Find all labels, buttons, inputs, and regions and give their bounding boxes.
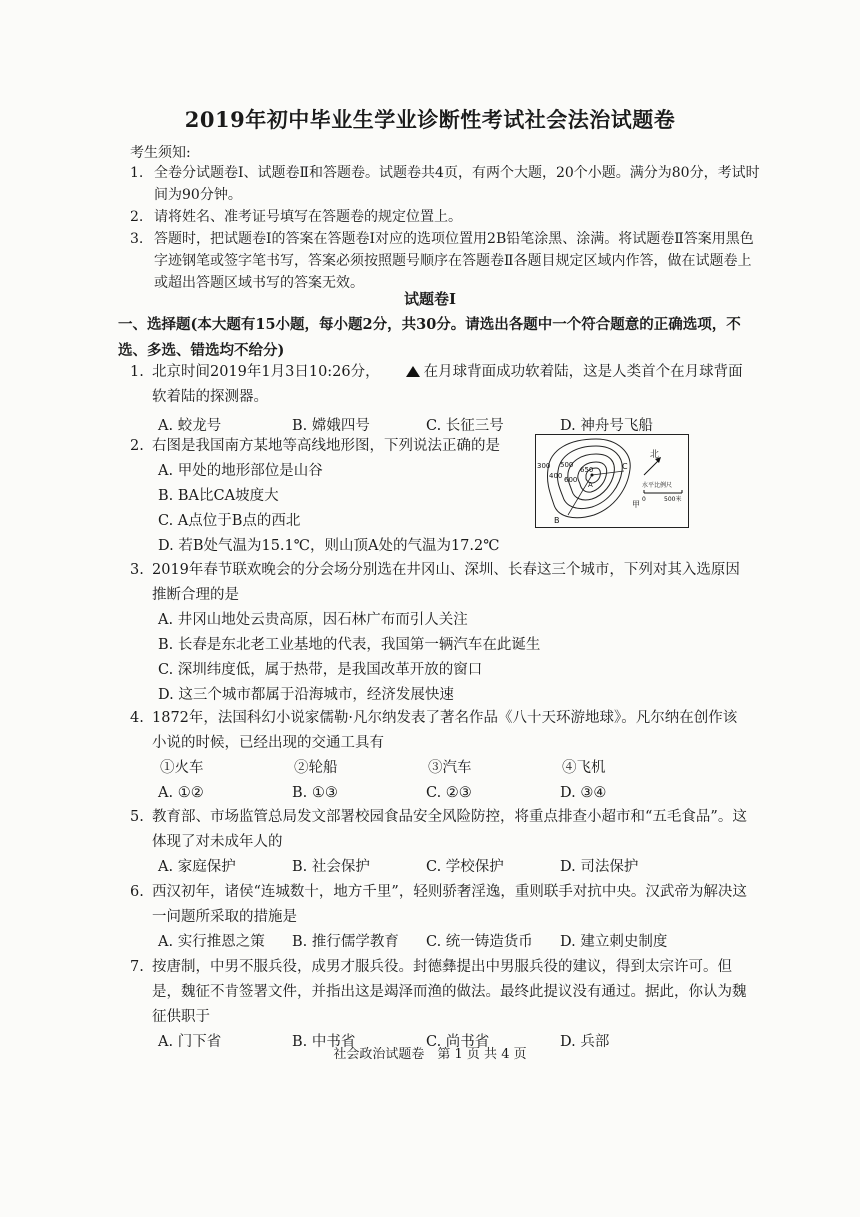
question-4 — [130, 706, 750, 806]
option-c[interactable]: C. 深圳纬度低，属于热带，是我国改革开放的窗口 — [158, 662, 483, 678]
question-stem: 右图是我国南方某地等高线地形图，下列说法正确的是 — [152, 438, 500, 454]
question-3 — [130, 558, 750, 708]
option-b[interactable]: B. 社会保护 — [292, 859, 370, 875]
scale-tick: 0 — [642, 496, 646, 503]
option-c[interactable]: C. A点位于B点的西北 — [158, 513, 301, 529]
option-a[interactable]: A. ①② — [158, 785, 204, 801]
question-1 — [130, 360, 750, 439]
notice-item-number: 3. — [130, 231, 144, 247]
question-stem: 按唐制，中男不服兵役，成男才服兵役。封德彝提出中男服兵役的建议，得到太宗许可。但是，魏征不肯签署文件，并指出这是竭泽而渔的做法。最终此提议没有通过。据此，你认为魏征供职于 — [152, 959, 747, 1025]
question-number: 4. — [130, 710, 144, 726]
question-number: 3. — [130, 562, 144, 578]
option-c[interactable]: C. ②③ — [426, 785, 472, 801]
choice-item: ④飞机 — [562, 760, 606, 776]
contour-label: 500 — [560, 461, 574, 469]
option-a[interactable]: A. 蛟龙号 — [158, 418, 222, 434]
option-a[interactable]: A. 实行推恩之策 — [158, 934, 265, 950]
option-b[interactable]: B. BA比CA坡度大 — [158, 488, 279, 504]
option-d[interactable]: D. 兵部 — [560, 1034, 610, 1050]
notice-item-text: 答题时，把试题卷Ⅰ的答案在答题卷Ⅰ对应的选项位置用2B铅笔涂黑、涂满。将试题卷Ⅱ答案用黑色字迹钢笔或签字笔书写，答案必须按照题号顺序在答题卷Ⅱ各题目规定区域内作答，做在试题卷上或超出答题区域书写的答案无效。 — [154, 231, 754, 291]
contour-label: 400 — [549, 472, 563, 480]
notice-heading: 考生须知: — [130, 145, 191, 161]
contour-label: 600 — [564, 476, 578, 484]
question-7 — [130, 955, 750, 1055]
point-label: A — [588, 481, 593, 489]
choice-item: ③汽车 — [428, 760, 472, 776]
question-number: 1. — [130, 364, 144, 380]
question-stem: 2019年春节联欢晚会的分会场分别选在井冈山、深圳、长春这三个城市，下列对其入选原因推断合理的是 — [152, 562, 740, 603]
option-d[interactable]: D. 若B处气温为15.1℃，则山顶A处的气温为17.2℃ — [158, 538, 500, 554]
question-number: 2. — [130, 438, 144, 454]
option-c[interactable]: C. 长征三号 — [426, 418, 504, 434]
option-a[interactable]: A. 家庭保护 — [158, 859, 236, 875]
option-b[interactable]: B. ①③ — [292, 785, 338, 801]
option-d[interactable]: D. 神舟号飞船 — [560, 418, 653, 434]
option-d[interactable]: D. 建立刺史制度 — [560, 934, 668, 950]
question-stem-part: 在月球背面成功软着陆，这是人类首个在月球背面软着陆的探测器。 — [152, 364, 743, 405]
question-stem: 西汉初年，诸侯“连城数十，地方千里”，轻则骄奢淫逸，重则联手对抗中央。汉武帝为解决这一问题所采取的措施是 — [152, 884, 747, 925]
notice-list — [130, 162, 760, 294]
question-stem-part: 北京时间2019年1月3日10:26分， — [152, 364, 380, 380]
notice-item — [130, 206, 760, 228]
notice-item-text: 请将姓名、准考证号填写在答题卷的规定位置上。 — [154, 209, 462, 225]
triangle-blank-icon — [406, 366, 420, 377]
question-stem: 1872年，法国科幻小说家儒勒·凡尔纳发表了著名作品《八十天环游地球》。凡尔纳在创作该小说的时候，已经出现的交通工具有 — [152, 710, 738, 751]
question-number: 5. — [130, 809, 144, 825]
question-number: 7. — [130, 959, 144, 975]
option-c[interactable]: C. 学校保护 — [426, 859, 504, 875]
contour-map-figure — [535, 434, 689, 528]
option-d[interactable]: D. 司法保护 — [560, 859, 639, 875]
question-5 — [130, 805, 750, 880]
option-a[interactable]: A. 甲处的地形部位是山谷 — [158, 463, 323, 479]
contour-label: 650 — [580, 466, 594, 474]
option-d[interactable]: D. ③④ — [560, 785, 607, 801]
contour-label: 300 — [537, 462, 551, 470]
option-c[interactable]: C. 统一铸造货币 — [426, 934, 533, 950]
option-b[interactable]: B. 中书省 — [292, 1034, 356, 1050]
option-b[interactable]: B. 推行儒学教育 — [292, 934, 399, 950]
point-label: B — [554, 516, 560, 525]
notice-item-number: 1. — [130, 165, 144, 181]
option-d[interactable]: D. 这三个城市都属于沿海城市，经济发展快速 — [158, 687, 454, 703]
contour-map — [536, 435, 688, 527]
page-footer: 社会政治试题卷 第 1 页 共 4 页 — [333, 1047, 527, 1062]
question-6 — [130, 880, 750, 955]
scale-label: 水平比例尺 — [642, 482, 673, 489]
point-label: C — [622, 462, 628, 471]
notice-item-text: 全卷分试题卷Ⅰ、试题卷Ⅱ和答题卷。试题卷共4页，有两个大题，20个小题。满分为80分，考试时间为90分钟。 — [154, 165, 760, 203]
question-stem: 教育部、市场监管总局发文部署校园食品安全风险防控，将重点排查小超市和“五毛食品”。这体现了对未成年人的 — [152, 809, 747, 850]
north-label: 北 — [650, 450, 660, 460]
option-b[interactable]: B. 长春是东北老工业基地的代表，我国第一辆汽车在此诞生 — [158, 637, 541, 653]
notice-item — [130, 228, 760, 294]
question-number: 6. — [130, 884, 144, 900]
part-label: 一、选择题 — [118, 316, 191, 333]
option-a[interactable]: A. 门下省 — [158, 1034, 222, 1050]
notice-item — [130, 162, 760, 206]
section-title: 试题卷Ⅰ — [403, 290, 457, 308]
option-c[interactable]: C. 尚书省 — [426, 1034, 490, 1050]
question-stem — [152, 360, 750, 410]
option-b[interactable]: B. 嫦娥四号 — [292, 418, 370, 434]
point-label: 甲 — [632, 500, 640, 509]
notice-item-number: 2. — [130, 209, 144, 225]
part-heading — [118, 312, 758, 364]
page-title: 2019年初中毕业生学业诊断性考试社会法治试题卷 — [184, 107, 676, 132]
choice-item: ①火车 — [160, 760, 204, 776]
part-description: (本大题有15小题，每小题2分，共30分。请选出各题中一个符合题意的正确选项，不选、多选、错选均不给分) — [118, 316, 741, 359]
scale-tick: 500米 — [664, 496, 682, 503]
choice-item: ②轮船 — [294, 760, 338, 776]
option-a[interactable]: A. 井冈山地处云贵高原，因石林广布而引人关注 — [158, 612, 468, 628]
